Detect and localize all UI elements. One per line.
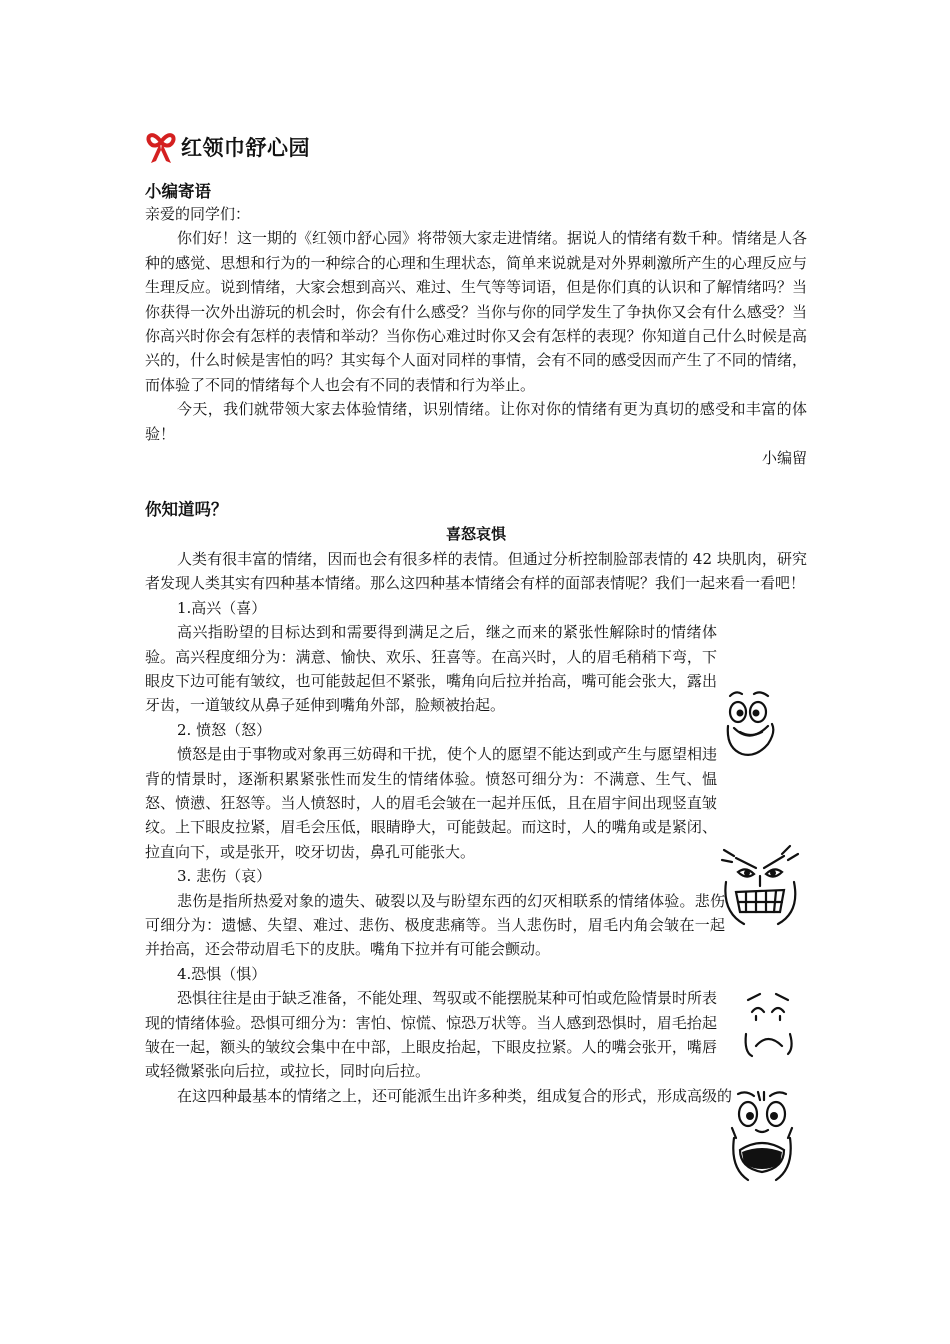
section-title-happy: 1.高兴（喜） [177, 598, 267, 617]
editor-note-paragraph-1: 你们好！这一期的《红领巾舒心园》将带领大家走进情绪。据说人的情绪有数千种。情绪是人各种的感觉、思想和行为的一种综合的心理和生理状态，简单来说就是对外界刺激所产生的心理反应与生理反应。说到情绪，大家会想到高兴、难过、生气等等词语，但是你们真的认识和了解情绪吗？当你获得一次外出游玩的机会时，你会有什么感受？当你与你的同学发生了争执你又会有什么感受？当你高兴时你会有怎样的表情和举动？当你伤心难过时你又会有怎样的表现？你知道自己什么时候是高兴的，什么时候是害怕的吗？其实每个人面对同样的事情，会有不同的感受因而产生了不同的情绪，而体验了不同的情绪每个人也会有不同的表情和行为举止。 [145, 229, 808, 394]
editor-note-paragraph-2: 今天，我们就带领大家去体验情绪，识别情绪。让你对你的情绪有更为真切的感受和丰富的体验！ [145, 400, 807, 443]
section-title-sad: 3. 悲伤（哀） [177, 867, 272, 886]
closing-paragraph: 在这四种最基本的情绪之上，还可能派生出许多种类，组成复合的形式，形成高级的 [177, 1086, 733, 1105]
section-title-angry: 2. 愤怒（怒） [177, 720, 272, 739]
page-title: 红领巾舒心园 [181, 135, 310, 160]
scared-face-icon [726, 1088, 798, 1184]
emotions-intro: 人类有很丰富的情绪，因而也会有很多样的表情。但通过分析控制脸部表情的 42 块肌肉，研究者发现人类其实有四种基本情绪。那么这四种基本情绪会有样的面部表情呢？我们一起来看一看吧！ [145, 549, 807, 593]
editor-signature: 小编留 [761, 449, 807, 468]
section-body-angry: 愤怒是由于事物或对象再三妨碍和干扰，使个人的愿望不能达到或产生与愿望相违背的情景时，逐渐积累紧张性而发生的情绪体验。愤怒可细分为：不满意、生气、愠怒、愤懑、狂怒等。当人愤怒时，人的眉毛会皱在一起并压低，且在眉宇间出现竖直皱纹。上下眼皮拉紧，眉毛会压低，眼睛睁大，可能鼓起。而这时，人的嘴角或是紧闭、拉直向下，或是张开，咬牙切齿，鼻孔可能张大。 [145, 745, 718, 861]
section-body-scared: 恐惧往往是由于缺乏准备，不能处理、驾驭或不能摆脱某种可怕或危险情景时所表现的情绪体验。恐惧可细分为：害怕、惊慌、惊恐万状等。当人感到恐惧时，眉毛抬起皱在一起，额头的皱纹会集中在中部，上眼皮抬起，下眼皮拉紧。人的嘴会张开，嘴唇或轻微紧张向后拉，或拉长，同时向后拉。 [145, 989, 718, 1081]
section-body-sad: 悲伤是指所热爱对象的遗失、破裂以及与盼望东西的幻灭相联系的情绪体验。悲伤可细分为：遗憾、失望、难过、悲伤、极度悲痛等。当人悲伤时，眉毛内角会皱在一起并抬高，还会带动眉毛下的皮肤。嘴角下拉并有可能会颤动。 [145, 891, 725, 959]
section-body-happy: 高兴指盼望的目标达到和需要得到满足之后，继之而来的紧张性解除时的情绪体验。高兴程度细分为：满意、愉快、欢乐、狂喜等。在高兴时，人的眉毛稍稍下弯，下眼皮下边可能有皱纹，也可能鼓起但不紧张，嘴角向后拉并抬高，嘴可能会张大，露出牙齿，一道皱纹从鼻子延伸到嘴角外部，脸颊被抬起。 [145, 623, 717, 715]
did-you-know-heading: 你知道吗？ [145, 500, 228, 520]
emotions-subtitle: 喜怒哀惧 [445, 525, 506, 544]
sad-face-icon [740, 990, 796, 1058]
happy-face-icon [720, 682, 780, 762]
page-header [145, 127, 310, 167]
red-ribbon-icon [145, 128, 177, 166]
editor-note-heading: 小编寄语 [145, 182, 211, 201]
angry-face-icon [720, 842, 802, 928]
section-title-scared: 4.恐惧（惧） [177, 964, 267, 983]
editor-note-greeting: 亲爱的同学们： [145, 205, 251, 223]
